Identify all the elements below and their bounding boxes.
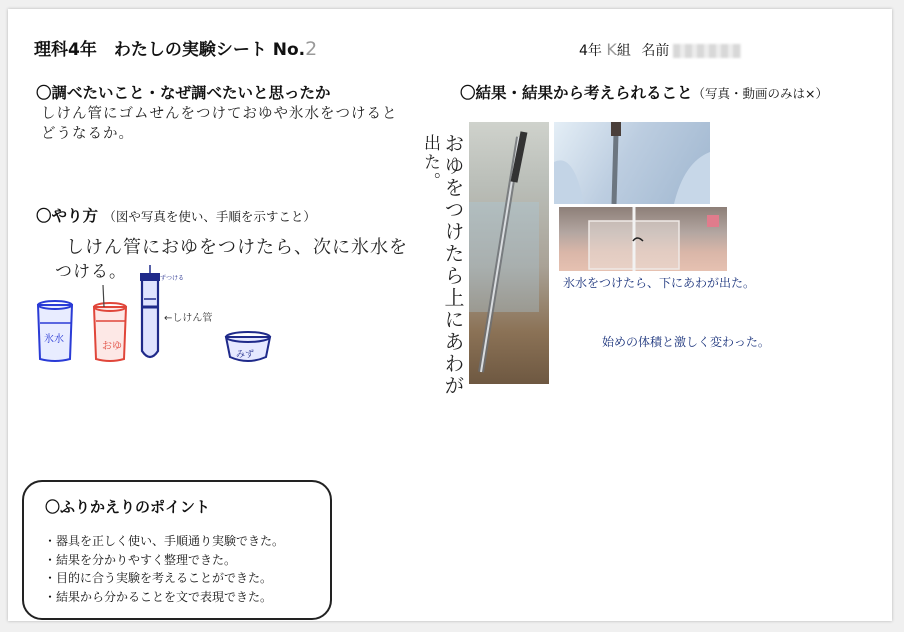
- worksheet-title: 理科4年 わたしの実験シート No.2: [34, 38, 318, 60]
- result-photo-2: [554, 122, 710, 204]
- ice-water-cup-icon: [38, 301, 72, 361]
- method-heading: 〇やり方 （図や写真を使い、手順を示すこと）: [36, 207, 316, 225]
- reflection-box: [22, 480, 332, 620]
- reflection-title: 〇ふりかえりのポイント: [45, 498, 211, 516]
- name-redacted: [673, 44, 741, 58]
- question-line-2: どうなるか。: [41, 126, 134, 142]
- result-photo-3: [559, 207, 727, 271]
- reflection-item: ・結果から分かることを文で表現できた。: [44, 589, 273, 604]
- method-line-2: つける。: [55, 262, 127, 282]
- question-line-1: しけん管にゴムせんをつけておゆや氷水をつけると: [41, 106, 398, 122]
- photo-1-tube-icon: [469, 122, 549, 384]
- photo-3-beaker-icon: [559, 207, 727, 271]
- worksheet: [8, 9, 892, 621]
- hot-water-label: おゆ: [102, 341, 122, 352]
- sheet-number: 2: [305, 38, 318, 60]
- student-info: 4年 K組 名前: [579, 40, 741, 60]
- method-drawing: [30, 259, 280, 369]
- result-caption-1: 氷水をつけたら、下にあわが出た。: [563, 276, 756, 290]
- reflection-item: ・器具を正しく使い、手順通り実験できた。: [44, 534, 285, 548]
- result-photo-1: [469, 122, 549, 384]
- ice-water-label: 氷水: [44, 334, 64, 345]
- question-heading: 〇調べたいこと・なぜ調べたいと思ったか: [36, 84, 331, 102]
- tube-top-label: みずつける: [154, 275, 185, 282]
- results-note-side: 出た。: [420, 134, 440, 191]
- tube-arrow-label: ←しけん管: [164, 313, 213, 324]
- photo-2-tube-icon: [554, 122, 710, 204]
- class-value: K: [606, 40, 617, 59]
- result-caption-2: 始めの体積と激しく変わった。: [602, 335, 770, 349]
- results-heading: 〇結果・結果から考えられること（写真・動画のみは×）: [460, 84, 828, 102]
- method-line-1: しけん管におゆをつけたら、次に氷水を: [66, 237, 408, 258]
- reflection-list: [44, 532, 284, 606]
- reflection-item: ・結果を分かりやすく整理できた。: [44, 552, 237, 567]
- results-note-vertical: おゆをつけたら上にあわが: [441, 133, 465, 397]
- reflection-item: ・目的に合う実験を考えることができた。: [44, 571, 273, 585]
- water-bowl-label: みず: [236, 350, 255, 360]
